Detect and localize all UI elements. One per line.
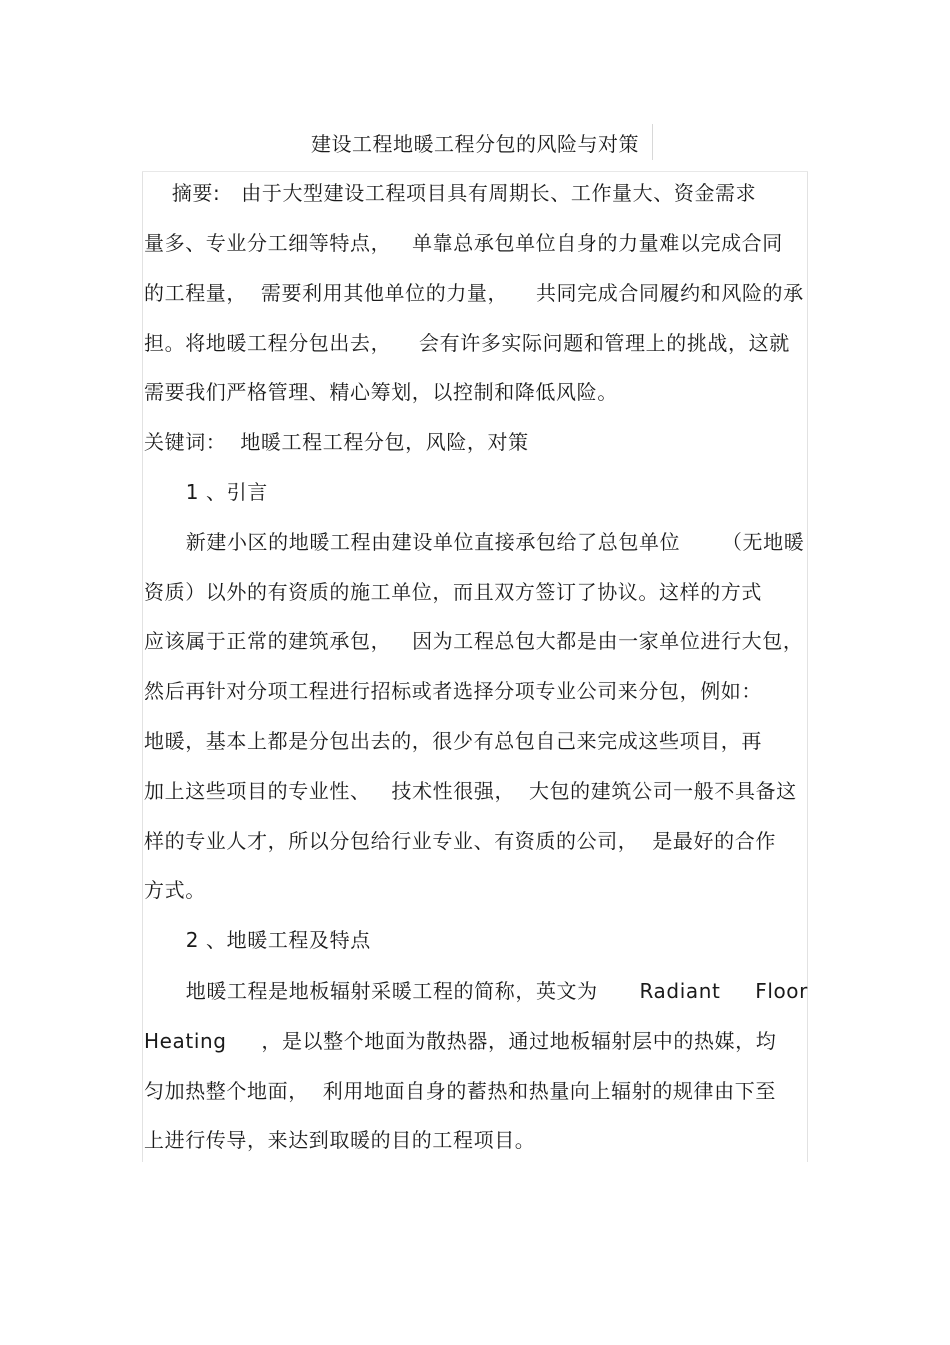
abstract-line-4: 担。将地暖工程分包出去， 会有许多实际问题和管理上的挑战，这就 bbox=[144, 331, 790, 355]
intro-line-6: 加上这些项目的专业性、 技术性很强， 大包的建筑公司一般不具备这 bbox=[144, 779, 797, 803]
keywords-line: 关键词： 地暖工程工程分包，风险，对策 bbox=[144, 430, 529, 454]
document-title: 建设工程地暖工程分包的风险与对策 bbox=[311, 132, 639, 156]
abstract-line-5: 需要我们严格管理、精心筹划，以控制和降低风险。 bbox=[144, 380, 618, 404]
intro-line-8: 方式。 bbox=[144, 878, 206, 902]
section-heading-floor-heating: 2 、地暖工程及特点 bbox=[144, 928, 371, 952]
intro-line-4: 然后再针对分项工程进行招标或者选择分项专业公司来分包，例如： bbox=[144, 679, 762, 703]
intro-line-1: 新建小区的地暖工程由建设单位直接承包给了总包单位 （无地暖 bbox=[144, 530, 805, 554]
floor-heating-line-3: 匀加热整个地面， 利用地面自身的蓄热和热量向上辐射的规律由下至 bbox=[144, 1079, 776, 1103]
abstract-line-3: 的工程量， 需要利用其他单位的力量， 共同完成合同履约和风险的承 bbox=[144, 281, 804, 305]
frame-top-border bbox=[142, 171, 808, 172]
section-heading-intro: 1 、引言 bbox=[144, 480, 268, 504]
intro-line-3: 应该属于正常的建筑承包， 因为工程总包大都是由一家单位进行大包， bbox=[144, 629, 804, 653]
abstract-line-1: 摘要: 由于大型建设工程项目具有周期长、工作量大、资金需求 bbox=[144, 181, 757, 205]
intro-line-2: 资质）以外的有资质的施工单位，而且双方签订了协议。这样的方式 bbox=[144, 580, 762, 604]
floor-heating-line-2: Heating ，是以整个地面为散热器，通过地板辐射层中的热媒，均 bbox=[144, 1029, 777, 1053]
floor-heating-line-1: 地暖工程是地板辐射采暖工程的简称，英文为 Radiant Floor bbox=[144, 979, 808, 1003]
intro-line-7: 样的专业人才，所以分包给行业专业、有资质的公司， 是最好的合作 bbox=[144, 829, 776, 853]
floor-heating-line-4: 上进行传导，来达到取暖的目的工程项目。 bbox=[144, 1128, 536, 1152]
frame-right-border bbox=[807, 172, 808, 1162]
frame-left-border bbox=[142, 172, 143, 1162]
intro-line-5: 地暖，基本上都是分包出去的，很少有总包自己来完成这些项目，再 bbox=[144, 729, 762, 753]
abstract-line-2: 量多、专业分工细等特点， 单靠总承包单位自身的力量难以完成合同 bbox=[144, 231, 783, 255]
